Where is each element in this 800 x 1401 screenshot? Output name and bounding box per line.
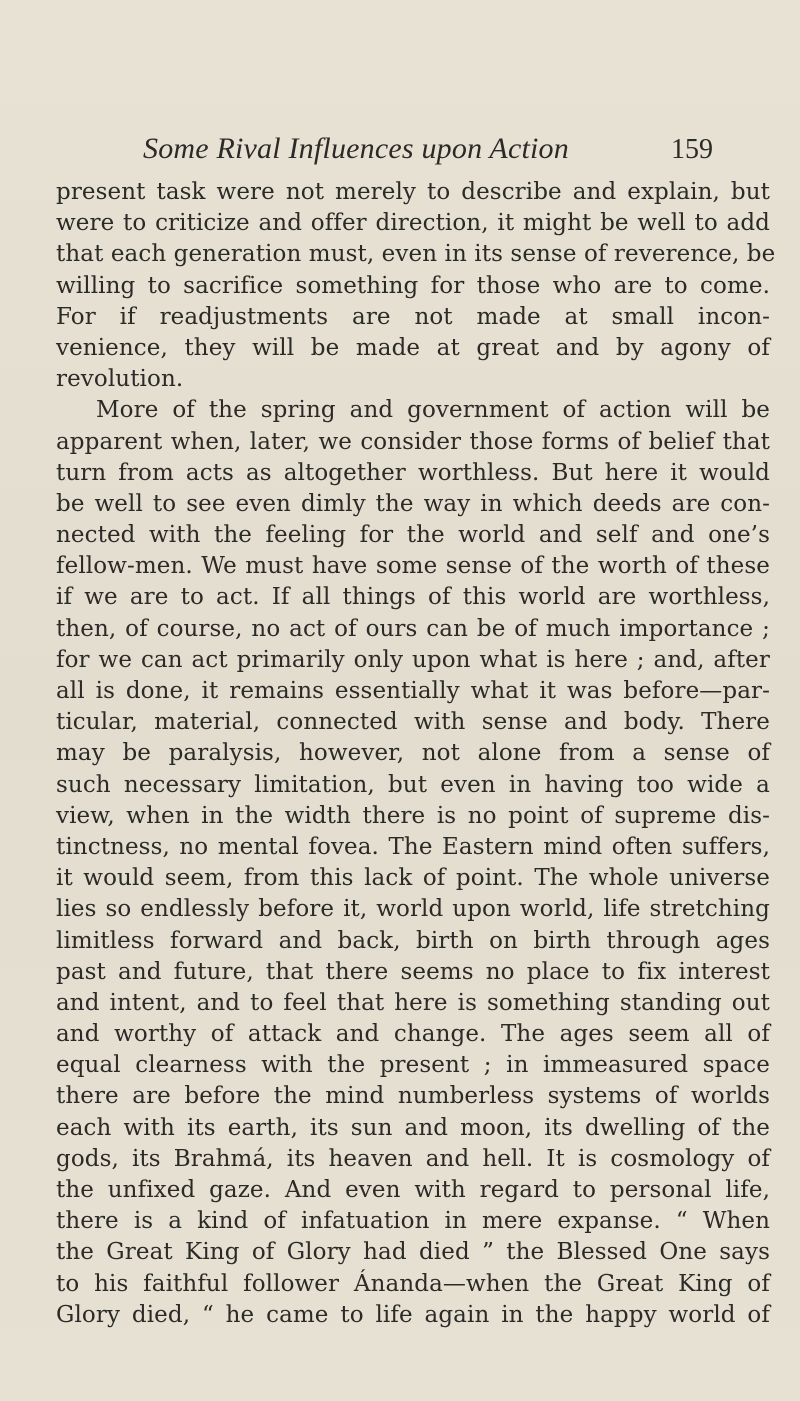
page-header	[143, 132, 713, 168]
text-line: to his faithful follower Ánanda—when the Great King of	[56, 1270, 770, 1297]
text-line: there are before the mind numberless systems of worlds	[56, 1083, 770, 1110]
text-line: willing to sacrifice something for those who are to come.	[56, 272, 770, 299]
text-line: and intent, and to feel that here is something standing out	[56, 989, 770, 1016]
text-line: lies so endlessly before it, world upon world, life stretching	[56, 896, 770, 923]
text-line: view, when in the width there is no point of supreme dis-	[56, 802, 770, 829]
text-line: Glory died, “ he came to life again in the happy world of	[56, 1301, 770, 1328]
text-line: such necessary limitation, but even in having too wide a	[56, 771, 770, 798]
text-line: be well to see even dimly the way in which deeds are con-	[56, 490, 770, 517]
text-line: that each generation must, even in its sense of reverence, be	[56, 241, 776, 268]
text-line: equal clearness with the present ; in immeasured space	[56, 1052, 770, 1079]
text-line: the unfixed gaze. And even with regard to personal life,	[56, 1177, 770, 1203]
running-head: Some Rival Influences upon Action	[143, 132, 569, 165]
text-line: for we can act primarily only upon what is here ; and, after	[56, 646, 770, 673]
text-line: it would seem, from this lack of point. The whole universe	[56, 865, 770, 892]
text-line: turn from acts as altogether worthless. But here it would	[56, 459, 770, 486]
text-line: present task were not merely to describe and explain, but	[56, 179, 770, 205]
text-line: nected with the feeling for the world and self and one’s	[56, 522, 770, 549]
text-line: there is a kind of infatuation in mere expanse. “ When	[56, 1208, 770, 1235]
body-text	[56, 177, 776, 1331]
text-line: past and future, that there seems no place to fix interest	[56, 958, 770, 985]
text-line: limitless forward and back, birth on birth through ages	[56, 927, 770, 954]
text-line: each with its earth, its sun and moon, its dwelling of the	[56, 1114, 770, 1141]
text-line: For if readjustments are not made at small incon-	[56, 303, 770, 330]
text-line: all is done, it remains essentially what it was before—par-	[56, 678, 770, 704]
page-number: 159	[671, 134, 713, 165]
text-line: tinctness, no mental fovea. The Eastern mind often suffers,	[56, 833, 770, 860]
text-line: if we are to act. If all things of this world are worthless,	[56, 584, 770, 611]
text-line: venience, they will be made at great and by agony of	[56, 334, 770, 361]
text-line: and worthy of attack and change. The ages seem all of	[56, 1021, 770, 1048]
text-line: may be paralysis, however, not alone from a sense of	[56, 740, 770, 767]
text-line: ticular, material, connected with sense and body. There	[56, 709, 770, 736]
text-line: gods, its Brahmá, its heaven and hell. It is cosmology of	[56, 1145, 770, 1172]
text-line: the Great King of Glory had died ” the Blessed One says	[56, 1239, 770, 1266]
text-line: were to criticize and offer direction, it might be well to add	[56, 210, 770, 237]
text-line: revolution.	[56, 366, 184, 393]
text-line: then, of course, no act of ours can be of much importance ;	[56, 615, 770, 642]
text-line: apparent when, later, we consider those forms of belief that	[56, 428, 770, 455]
text-line: More of the spring and government of action will be	[96, 397, 770, 424]
text-line: fellow-men. We must have some sense of the worth of these	[56, 553, 770, 580]
